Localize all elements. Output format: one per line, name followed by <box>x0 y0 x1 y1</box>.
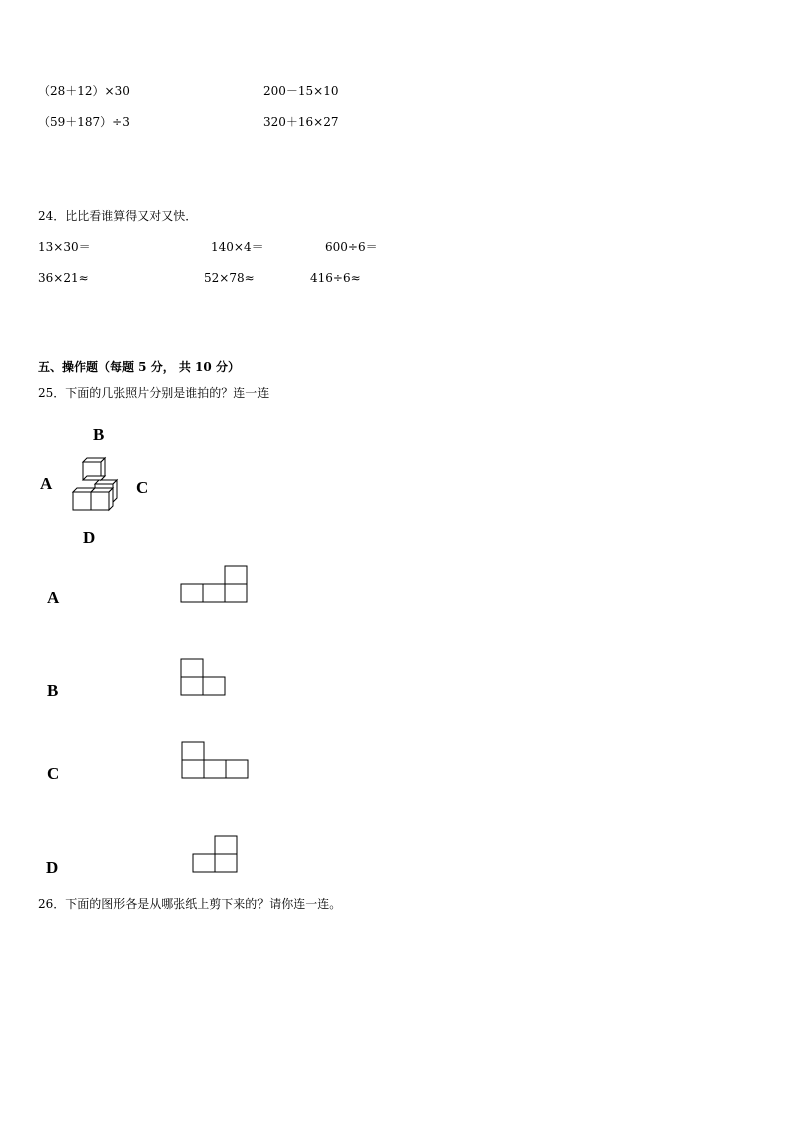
question-26-title: 26．下面的图形各是从哪张纸上剪下来的？请你连一连。 <box>38 897 342 911</box>
compass-label-b: B <box>93 425 105 444</box>
view-shape-b <box>180 658 228 698</box>
option-label-b: B <box>47 681 59 700</box>
expr-4: 320＋16×27 <box>263 115 339 129</box>
option-label-d: D <box>46 858 59 877</box>
section-5-heading: 五、操作题（每题 5 分， 共 10 分） <box>38 360 240 374</box>
q24-expr-5: 52×78≈ <box>204 271 255 285</box>
option-label-a: A <box>47 588 60 607</box>
expr-2: 200－15×10 <box>263 84 339 98</box>
q24-expr-3: 600÷6＝ <box>325 240 378 254</box>
compass-label-a: A <box>40 474 53 493</box>
q24-expr-6: 416÷6≈ <box>310 271 361 285</box>
q24-expr-2: 140×4＝ <box>211 240 264 254</box>
q24-expr-1: 13×30＝ <box>38 240 91 254</box>
question-24-title: 24．比比看谁算得又对又快． <box>38 209 198 223</box>
view-shape-c <box>181 741 251 781</box>
view-shape-d <box>192 835 240 875</box>
compass-label-c: C <box>136 478 149 497</box>
cube-stack-figure <box>71 458 121 514</box>
option-label-c: C <box>47 764 60 783</box>
view-shape-a <box>180 565 250 605</box>
q24-expr-4: 36×21≈ <box>38 271 89 285</box>
compass-label-d: D <box>83 528 96 547</box>
question-25-title: 25．下面的几张照片分别是谁拍的？连一连 <box>38 386 270 400</box>
expr-3: （59＋187）÷3 <box>38 115 130 129</box>
expr-1: （28＋12）×30 <box>38 84 130 98</box>
